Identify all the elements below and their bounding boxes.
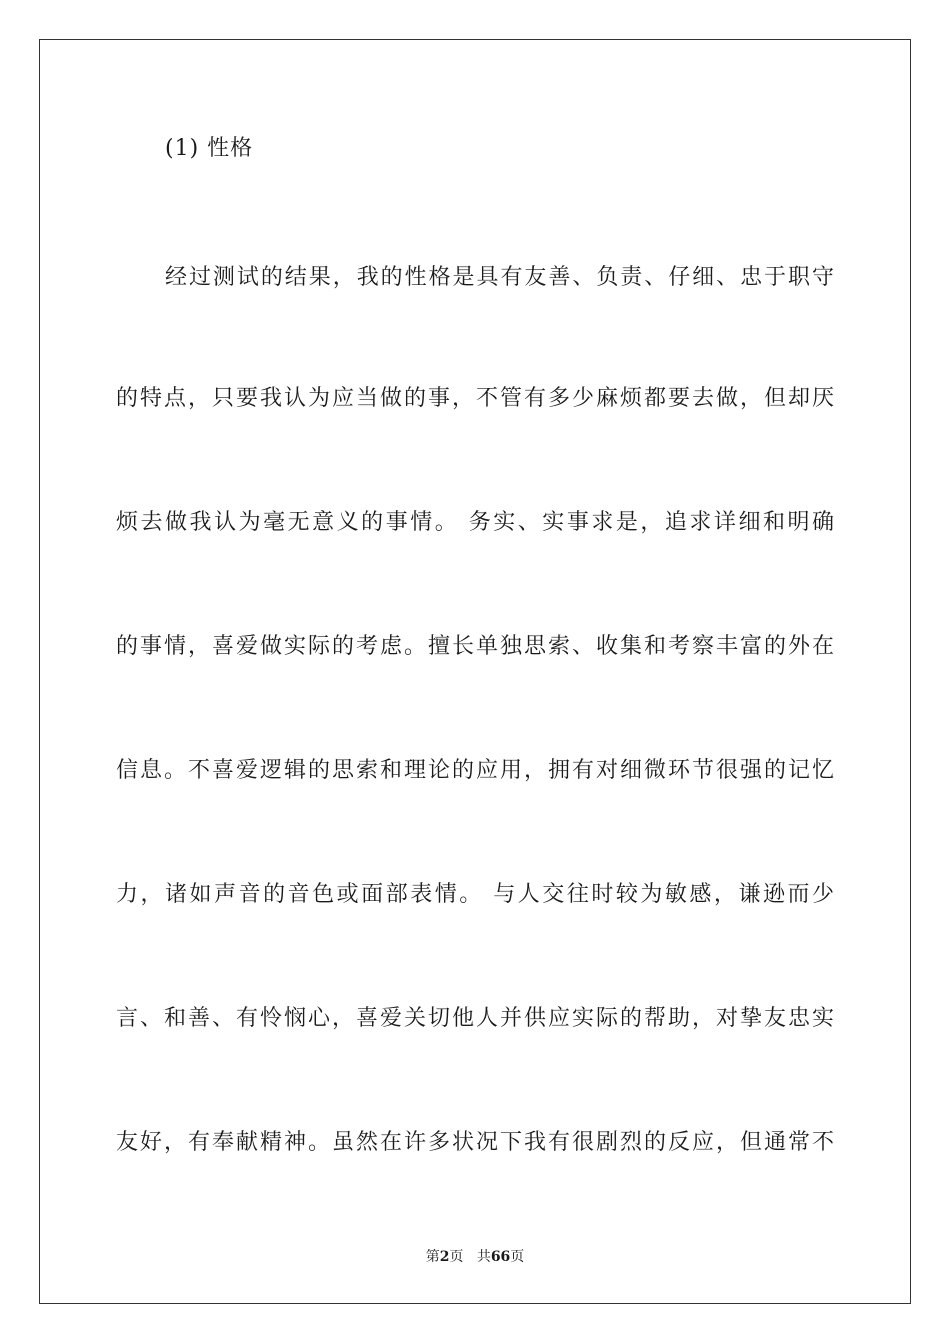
page-footer <box>0 1248 950 1266</box>
paragraph-line: 信息。不喜爱逻辑的思索和理论的应用，拥有对细微环节很强的记忆 <box>116 758 834 783</box>
section-heading: (1) 性格 <box>165 136 254 161</box>
total-pages: 66 <box>490 1249 511 1265</box>
paragraph-line: 力，诸如声音的音色或面部表情。 与人交往时较为敏感，谦逊而少 <box>116 882 834 907</box>
total-suffix: 页 <box>510 1249 525 1265</box>
page-border <box>39 39 911 1304</box>
total-prefix: 共 <box>476 1249 491 1265</box>
paragraph-line: 经过测试的结果，我的性格是具有友善、负责、仔细、忠于职守 <box>165 265 834 290</box>
page-prefix: 第 <box>425 1249 440 1265</box>
paragraph-line: 的事情，喜爱做实际的考虑。擅长单独思索、收集和考察丰富的外在 <box>116 634 834 659</box>
paragraph-line: 的特点，只要我认为应当做的事，不管有多少麻烦都要去做，但却厌 <box>116 386 834 411</box>
page-suffix: 页 <box>449 1249 464 1265</box>
page-number: 2 <box>439 1249 450 1265</box>
paragraph-line: 烦去做我认为毫无意义的事情。 务实、实事求是，追求详细和明确 <box>116 510 834 535</box>
paragraph-line: 友好，有奉献精神。虽然在许多状况下我有很剧烈的反应，但通常不 <box>116 1130 834 1155</box>
paragraph-line: 言、和善、有怜悯心，喜爱关切他人并供应实际的帮助，对挚友忠实 <box>116 1006 834 1031</box>
